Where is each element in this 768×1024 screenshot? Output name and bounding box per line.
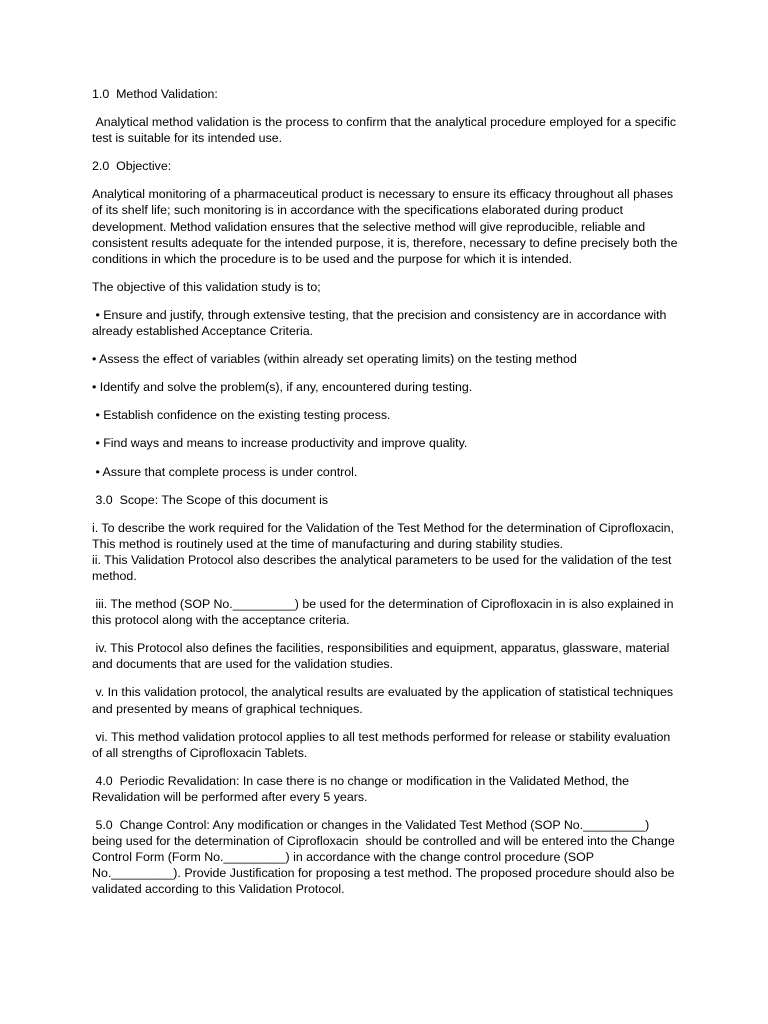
paragraph-method-validation-definition: Analytical method validation is the process to confirm that the analytical procedure employed for a specific test is suitable for its intended use. (92, 115, 680, 146)
scope-item-i: i. To describe the work required for the Validation of the Test Method for the determination of Ciprofloxacin, This method is routinely used at the time of manufacturing and during stability studies. (92, 520, 678, 551)
scope-item-ii: ii. This Validation Protocol also describes the analytical parameters to be used for the validation of the test method. (92, 552, 675, 583)
scope-item-iv: iv. This Protocol also defines the facilities, responsibilities and equipment, apparatus, glassware, material and documents that are used for the validation studies. (92, 641, 673, 672)
scope-item-v: v. In this validation protocol, the analytical results are evaluated by the application of statistical techniques and presented by means of graphical techniques. (92, 685, 677, 716)
paragraph-objective-body: Analytical monitoring of a pharmaceutical product is necessary to ensure its efficacy throughout all phases of its shelf life; such monitoring is in accordance with the specifications elaborated during product development. Method validation ensures that the selective method will give reproducible, reliable and consistent results adequate for the intended purpose, it is, therefore, necessary to define precisely both the conditions in which the procedure is to be used and the purpose for which it is intended. (92, 187, 681, 266)
section-heading-scope: 3.0 Scope: The Scope of this document is (92, 492, 329, 507)
section-change-control: 5.0 Change Control: Any modification or changes in the Validated Test Method (SOP No._________) being used for the determination of Ciprofloxacin should be controlled and will be entered into the Change Control Form (Form No._________) in accordance with the change control procedure (SOP No._________). Provide Justification for proposing a test method. The proposed procedure should also be validated according to this Validation Protocol. (92, 818, 679, 897)
section-periodic-revalidation: 4.0 Periodic Revalidation: In case there is no change or modification in the Validated Method, the Revalidation will be performed after every 5 years. (92, 773, 633, 804)
bullet-establish-confidence: • Establish confidence on the existing testing process. (92, 408, 391, 423)
bullet-ensure-justify: • Ensure and justify, through extensive testing, that the precision and consistency are in accordance with already established Acceptance Criteria. (92, 307, 670, 339)
bullet-increase-productivity: • Find ways and means to increase productivity and improve quality. (92, 436, 468, 451)
document-page (92, 86, 682, 909)
scope-item-iii: iii. The method (SOP No._________) be used for the determination of Ciprofloxacin in is also explained in this protocol along with the acceptance criteria. (92, 597, 678, 628)
bullet-process-control: • Assure that complete process is under control. (92, 464, 358, 479)
section-heading-objective: 2.0 Objective: (92, 159, 172, 174)
bullet-identify-problems: • Identify and solve the problem(s), if any, encountered during testing. (92, 380, 473, 395)
bullet-assess-variables: • Assess the effect of variables (within already set operating limits) on the testing method (92, 352, 577, 367)
paragraph-objective-intro: The objective of this validation study is to; (92, 279, 321, 294)
section-heading-method-validation: 1.0 Method Validation: (92, 87, 218, 101)
scope-item-vi: vi. This method validation protocol applies to all test methods performed for release or stability evaluation of all strengths of Ciprofloxacin Tablets. (92, 729, 674, 760)
